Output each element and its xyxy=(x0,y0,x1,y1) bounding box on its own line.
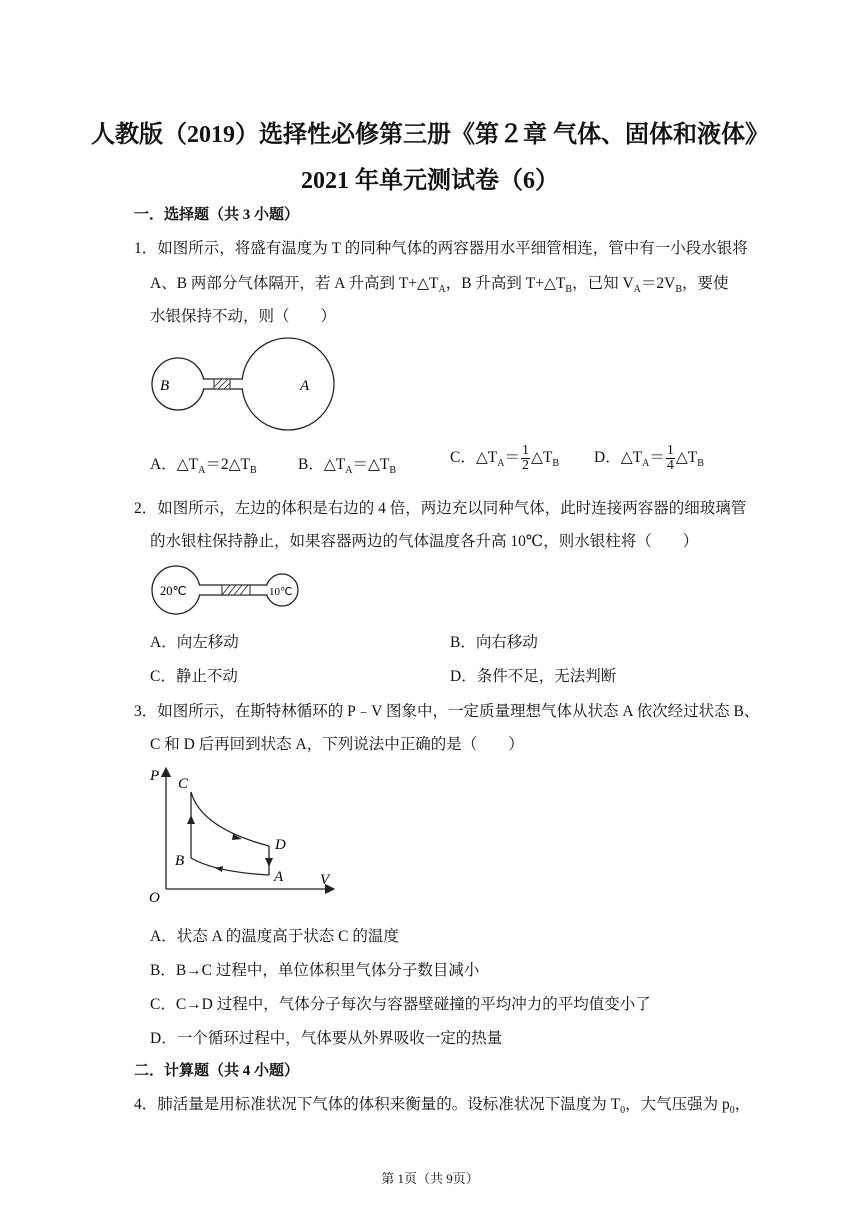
q1-option-d-fraction: $\frac{1}{4}$ xyxy=(666,443,674,473)
q2-fig-right-temp: 10℃ xyxy=(269,586,293,598)
q3-label-p: P xyxy=(150,768,160,784)
page-title-line1: 人教版（2019）选择性必修第三册《第２章 气体、固体和液体》 xyxy=(91,122,769,148)
q3-option-a[interactable]: A．状态 A 的温度高于状态 C 的温度 xyxy=(150,928,399,945)
q2-option-d[interactable]: D．条件不足，无法判断 xyxy=(450,668,617,685)
q3-pv-diagram xyxy=(145,762,345,910)
q2-text-line1: 2．如图所示，左边的体积是右边的 4 倍，两边充以同种气体，此时连接两容器的细玻璃管 xyxy=(134,500,747,517)
q2-option-a[interactable]: A．向左移动 xyxy=(150,634,239,651)
q1-fig-label-b: B xyxy=(160,378,170,394)
page-footer: 第 1页（共 9页） xyxy=(381,1171,479,1186)
q2-option-c[interactable]: C．静止不动 xyxy=(150,668,238,685)
q1-text-line3: 水银保持不动，则（ ） xyxy=(150,308,337,325)
q1-figure xyxy=(148,336,338,436)
q1-text-line2: A、B 两部分气体隔开，若 A 升高到 $T+\triangle T_A$，B 升高到 $T+\triangle T_B$，已知 $V_A=2V_B$，要使 xyxy=(150,275,729,296)
q2-figure xyxy=(150,562,302,618)
q1-option-c[interactable]: C．$\triangle T_A=$ $\frac{1}{2}$ $\triangle T_B$ xyxy=(450,443,560,473)
q1-option-d[interactable]: D．$\triangle T_A=$ $\frac{1}{4}$ $\triangle T_B$ xyxy=(594,443,704,473)
q1-mercury-plug xyxy=(214,379,230,389)
q3-isotherm-ab xyxy=(191,858,269,875)
q3-option-d[interactable]: D．一个循环过程中，气体要从外界吸收一定的热量 xyxy=(150,1030,503,1047)
q3-text-line2: C 和 D 后再回到状态 A，下列说法中正确的是（ ） xyxy=(150,736,524,753)
q3-label-o: O xyxy=(149,890,160,906)
q3-label-d: D xyxy=(275,837,286,853)
q3-text-line1: 3．如图所示，在斯特林循环的 P﹣V 图象中，一定质量理想气体从状态 A 依次经过状态 B、 xyxy=(134,703,760,720)
q2-option-b[interactable]: B．向右移动 xyxy=(450,634,538,651)
q3-arrow-ab xyxy=(215,866,223,872)
q3-arrow-da xyxy=(265,858,273,867)
q1-option-a[interactable]: A．$\triangle T_A=2\triangle T_B$ xyxy=(150,456,257,477)
q2-fig-left-temp: 20℃ xyxy=(160,584,187,598)
q3-option-b[interactable]: B．B→C 过程中，单位体积里气体分子数目减小 xyxy=(150,962,480,979)
q1-option-b[interactable]: B．$\triangle T_A=\triangle T_B$ xyxy=(298,456,397,477)
q1-text-line1: 1．如图所示，将盛有温度为 T 的同种气体的两容器用水平细管相连，管中有一小段水银将 xyxy=(134,240,748,257)
q2-text-line2: 的水银柱保持静止，如果容器两边的气体温度各升高 10℃，则水银柱将（ ） xyxy=(150,533,699,550)
q2-mercury-column xyxy=(222,585,250,595)
q3-option-c[interactable]: C．C→D 过程中，气体分子每次与容器壁碰撞的平均冲力的平均值变小了 xyxy=(150,996,651,1013)
section-heading-calc: 二．计算题（共 4 小题） xyxy=(134,1063,300,1079)
q1-fig-label-a: A xyxy=(300,378,310,394)
q3-arrow-bc xyxy=(187,815,195,824)
page-title-line2: 2021 年单元测试卷（6） xyxy=(301,168,559,194)
q3-label-a: A xyxy=(274,869,284,885)
q4-text-line1: 4．肺活量是用标准状况下气体的体积来衡量的。设标准状况下温度为 $T_0$，大气压强为 $p_0$， xyxy=(134,1096,751,1117)
q3-label-c: C xyxy=(178,776,189,792)
q1-option-c-fraction: $\frac{1}{2}$ xyxy=(521,443,529,473)
q3-label-v: V xyxy=(320,872,330,888)
section-heading-choice: 一．选择题（共 3 小题） xyxy=(134,207,300,223)
q3-label-b: B xyxy=(175,853,185,869)
q3-isotherm-cd xyxy=(191,792,269,846)
